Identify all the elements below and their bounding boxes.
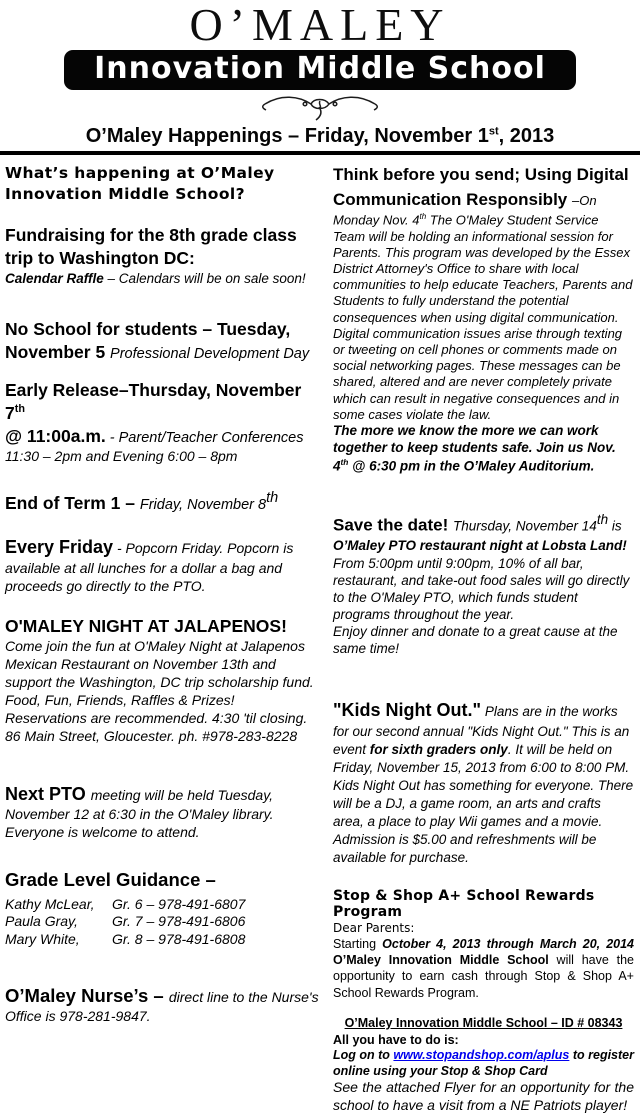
newsletter-body: [0, 155, 640, 1115]
early-release-line2: @ 11:00a.m. - Parent/Teacher Conferences: [5, 426, 304, 447]
save-date-superscript: th: [596, 511, 609, 527]
title-superscript: st: [488, 125, 499, 138]
early-release-line1: Early Release–Thursday, November 7th: [5, 380, 302, 424]
save-date-body2: Enjoy dinner and donate to a great cause at the same time!: [333, 623, 618, 656]
section-whats-happening: What’s happening at O’Maley Innovation Middle School?: [5, 164, 275, 204]
digital-dash-on: –On: [571, 192, 597, 208]
save-date-heading: Save the date!: [333, 515, 453, 535]
guidance-row: [5, 896, 319, 914]
next-pto-text: meeting will be held Tuesday, November 12 at 6:30 in the O'Maley library. Everyone is welcome to attend.: [5, 786, 274, 841]
conference-times: 11:30 – 2pm and Evening 6:00 – 8pm: [5, 448, 238, 465]
section-early-release: [5, 379, 319, 466]
section-kids-night-out: [333, 697, 634, 867]
save-date-date: Thursday, November 14: [453, 518, 597, 534]
calendar-raffle-text: – Calendars will be on sale soon!: [103, 271, 306, 287]
guidance-row: [5, 913, 319, 931]
banner-text: Innovation Middle School: [94, 51, 546, 86]
digital-superscript: th: [419, 212, 427, 222]
kids-night-heading: "Kids Night Out.": [333, 699, 482, 720]
section-grade-level-guidance: [5, 868, 319, 948]
title-text: O’Maley Happenings – Friday, November 1: [85, 125, 489, 147]
end-of-term-date: Friday, November 8: [139, 497, 267, 514]
lobsta-land-line: O’Maley PTO restaurant night at Lobsta Land!: [333, 537, 627, 553]
save-date-body: From 5:00pm until 9:00pm, 10% of all bar, restaurant, and take-out food sales will go directly to the O'Maley PTO, which funds student programs throughout the year.: [333, 555, 630, 622]
next-pto-heading: Next PTO: [5, 783, 91, 804]
kids-night-text1: Plans are in the works for our second annual "Kids Night Out." This is an event: [333, 703, 630, 757]
counselor-phone: Gr. 6 – 978-491-6807: [112, 895, 246, 912]
counselor-phone: Gr. 7 – 978-491-6806: [112, 913, 246, 930]
kids-night-sixth-graders: for sixth graders only: [369, 741, 508, 757]
section-fundraising: [5, 224, 319, 288]
fundraising-subtext: [5, 270, 319, 288]
end-of-term-superscript: th: [266, 490, 279, 507]
school-id-line: O’Maley Innovation Middle School – ID # 08343: [344, 1015, 623, 1030]
fundraising-heading: Fundraising for the 8th grade class trip to Washington DC:: [5, 225, 297, 269]
rewards-school-name: O’Maley Innovation Middle School: [333, 953, 549, 968]
nurse-heading: O’Maley Nurse’s –: [5, 984, 169, 1006]
logon-instructions: Log on to www.stopandshop.com/aplus to register online using your Stop & Shop Card: [333, 1047, 634, 1079]
counselor-name: Mary White,: [5, 930, 80, 947]
section-next-pto: [5, 783, 319, 843]
dear-parents-label: Dear Parents:: [333, 920, 415, 935]
guidance-heading: Grade Level Guidance –: [5, 869, 216, 891]
section-jalapenos: [5, 615, 319, 746]
conference-label: - Parent/Teacher Conferences: [105, 430, 304, 447]
counselor-name: Kathy McLear,: [5, 895, 95, 912]
guidance-row: [5, 931, 319, 949]
digital-heading: Think before you send; Using Digital Communication Responsibly: [333, 165, 629, 209]
stop-shop-heading: Stop & Shop A+ School Rewards Program: [333, 887, 595, 920]
counselor-name: Paula Gray,: [5, 913, 78, 930]
section-save-the-date: [333, 511, 634, 657]
title-year: , 2013: [498, 125, 555, 147]
popcorn-friday-heading: Every Friday: [5, 537, 114, 558]
flourish-icon: [0, 91, 640, 123]
newsletter-title: [0, 125, 640, 148]
section-end-of-term: [5, 489, 319, 515]
nurse-text: direct line to the Nurse's Office is 978-281-9847.: [5, 988, 319, 1024]
early-release-superscript: th: [14, 403, 25, 416]
section-digital-communication: [333, 163, 634, 475]
school-banner: [64, 50, 576, 90]
end-of-term-heading: End of Term 1 –: [5, 493, 140, 514]
no-school-heading: No School for students – Tuesday, November 5: [5, 318, 291, 362]
school-name: O’MALEY: [189, 0, 451, 50]
digital-body: Monday Nov. 4th The O'Maley Student Service Team will be holding an informational session for Parents. This program was developed by the Essex District Attorney's Office to share with local communities to help educate Teachers, Parents and Students to fully understand the potential consequences when using digital communication. Digital communication issues arise through texting or tweeting on cell phones or comments made on social networking pages. These messages can be shared, altered and are never completely private which can result in negative consequences and in some cases violate the law.: [333, 212, 633, 422]
jalapenos-body: Come join the fun at O'Maley Night at Jalapenos Mexican Restaurant on November 13th and support the Washington, DC trip scholarship fund.: [5, 638, 314, 690]
digital-heading-block: [333, 163, 634, 212]
section-nurse: [5, 984, 319, 1026]
digital-closing-superscript: th: [340, 456, 349, 467]
jalapenos-line4: 86 Main Street, Gloucester. ph. #978-283-8228: [5, 727, 298, 744]
jalapenos-heading: O'MALEY NIGHT AT JALAPENOS!: [5, 616, 287, 637]
jalapenos-line3: Reservations are recommended. 4:30 'til closing.: [5, 709, 308, 726]
stop-shop-paragraph: Starting October 4, 2013 through March 20, 2014 O’Maley Innovation Middle School will have the opportunity to earn cash through Stop & Shop A+ School Rewards Program.: [333, 936, 635, 1000]
kids-night-text2: . It will be held on Friday, November 15, 2013 from 6:00 to 8:00 PM. Kids Night Out has something for everyone. There will be a DJ, a game room, an arts and crafts area, a place to play Wii games and a movie. Admission is $5.00 and refreshments will be available for purchase.: [333, 741, 634, 865]
right-column: [333, 161, 634, 1115]
rewards-dates: October 4, 2013 through March 20, 2014: [382, 936, 635, 951]
all-you-have-to-do-label: All you have to do is:: [333, 1032, 459, 1047]
stopandshop-link[interactable]: www.stopandshop.com/aplus: [393, 1047, 570, 1062]
counselor-phone: Gr. 8 – 978-491-6808: [112, 930, 246, 947]
left-column: [5, 161, 319, 1115]
section-stop-shop-rewards: [333, 888, 634, 1115]
digital-closing: The more we know the more we can work together to keep students safe. Join us Nov. 4th @ 6:30 pm in the O’Maley Auditorium.: [333, 422, 616, 474]
section-no-school: [5, 318, 319, 364]
calendar-raffle-label: Calendar Raffle: [5, 271, 104, 287]
section-popcorn-friday: [5, 536, 319, 596]
patriots-flyer-note: See the attached Flyer for an opportunity for the school to have a visit from a NE Patriots player!: [333, 1079, 634, 1114]
save-date-is: is: [608, 518, 622, 534]
jalapenos-line2: Food, Fun, Friends, Raffles & Prizes!: [5, 691, 235, 708]
popcorn-friday-text: - Popcorn Friday. Popcorn is available at all lunches for a dollar a bag and proceeds go directly to the PTO.: [5, 540, 294, 595]
save-date-line1: [333, 511, 634, 538]
no-school-detail: Professional Development Day: [110, 345, 310, 362]
newsletter-header: [0, 0, 640, 148]
